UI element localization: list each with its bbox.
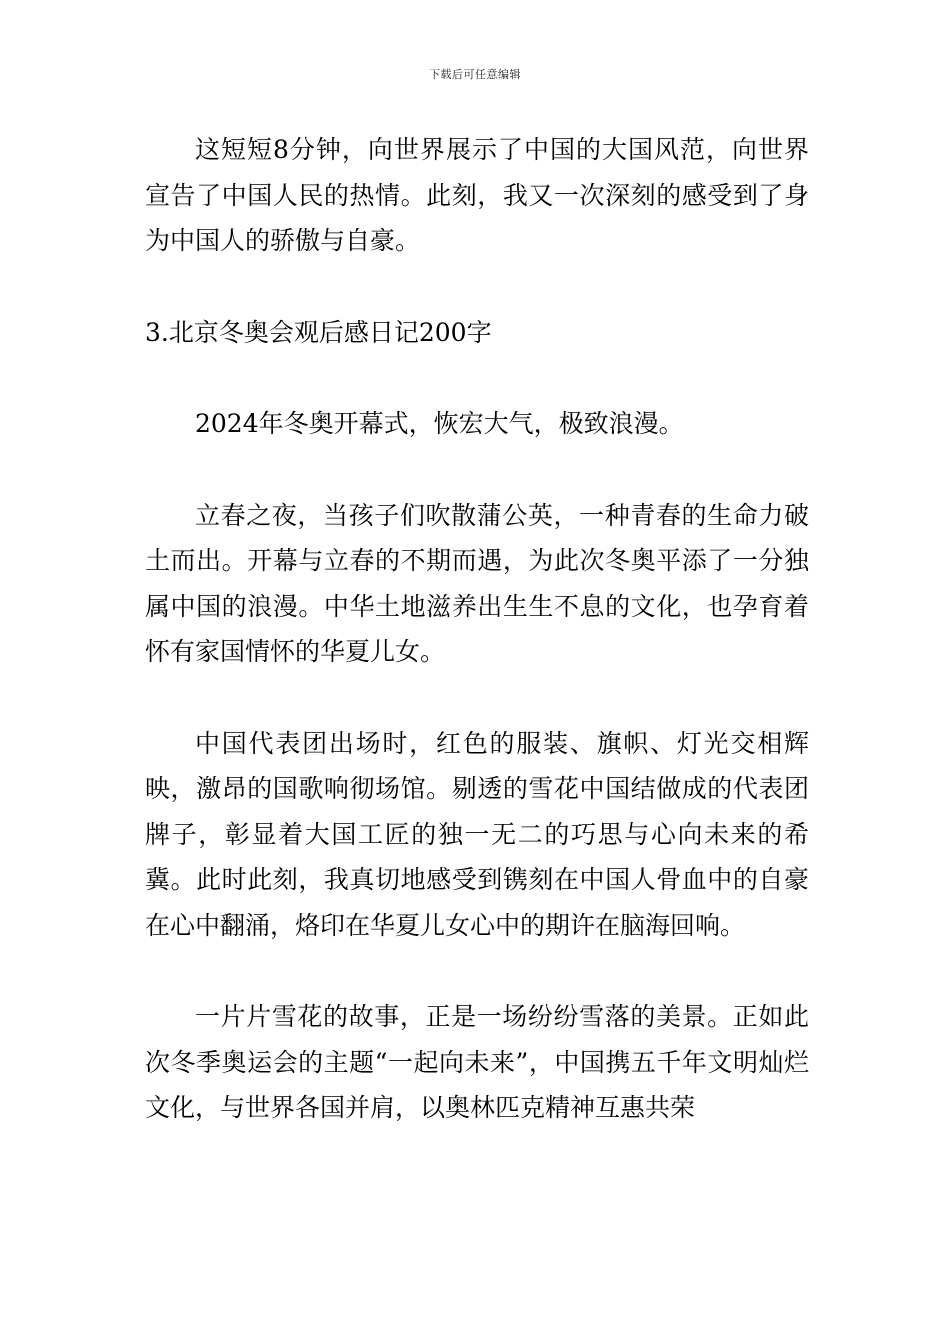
paragraph-spacer	[145, 675, 809, 721]
paragraph-5: 一片片雪花的故事，正是一场纷纷雪落的美景。正如此次冬季奥运会的主题“一起向未来”，中国携五千年文明灿烂文化，与世界各国并肩，以奥林匹克精神互惠共荣	[145, 1002, 809, 1122]
paragraph-spacer	[145, 447, 809, 493]
section-heading-3: 3.北京冬奥会观后感日记200字	[145, 317, 492, 347]
paragraph-spacer	[145, 264, 809, 310]
paragraph-1: 这短短8分钟，向世界展示了中国的大国风范，向世界宣告了中国人民的热情。此刻，我又一次深刻的感受到了身为中国人的骄傲与自豪。	[145, 135, 809, 255]
paragraph-2: 2024年冬奥开幕式，恢宏大气，极致浪漫。	[195, 409, 684, 438]
document-body	[145, 127, 809, 1131]
paragraph-spacer	[145, 355, 809, 401]
paragraph-4: 中国代表团出场时，红色的服装、旗帜、灯光交相辉映，激昂的国歌响彻场馆。剔透的雪花中国结做成的代表团牌子，彰显着大国工匠的独一无二的巧思与心向未来的希冀。此时此刻，我真切地感受到镌刻在中国人骨血中的自豪在心中翻涌，烙印在华夏儿女心中的期许在脑海回响。	[145, 728, 809, 940]
page-header-note: 下载后可任意编辑	[429, 68, 521, 81]
paragraph-spacer	[145, 948, 809, 994]
paragraph-3: 立春之夜，当孩子们吹散蒲公英，一种青春的生命力破土而出。开幕与立春的不期而遇，为此次冬奥平添了一分独属中国的浪漫。中华土地滋养出生生不息的文化，也孕育着怀有家国情怀的华夏儿女。	[145, 500, 809, 666]
